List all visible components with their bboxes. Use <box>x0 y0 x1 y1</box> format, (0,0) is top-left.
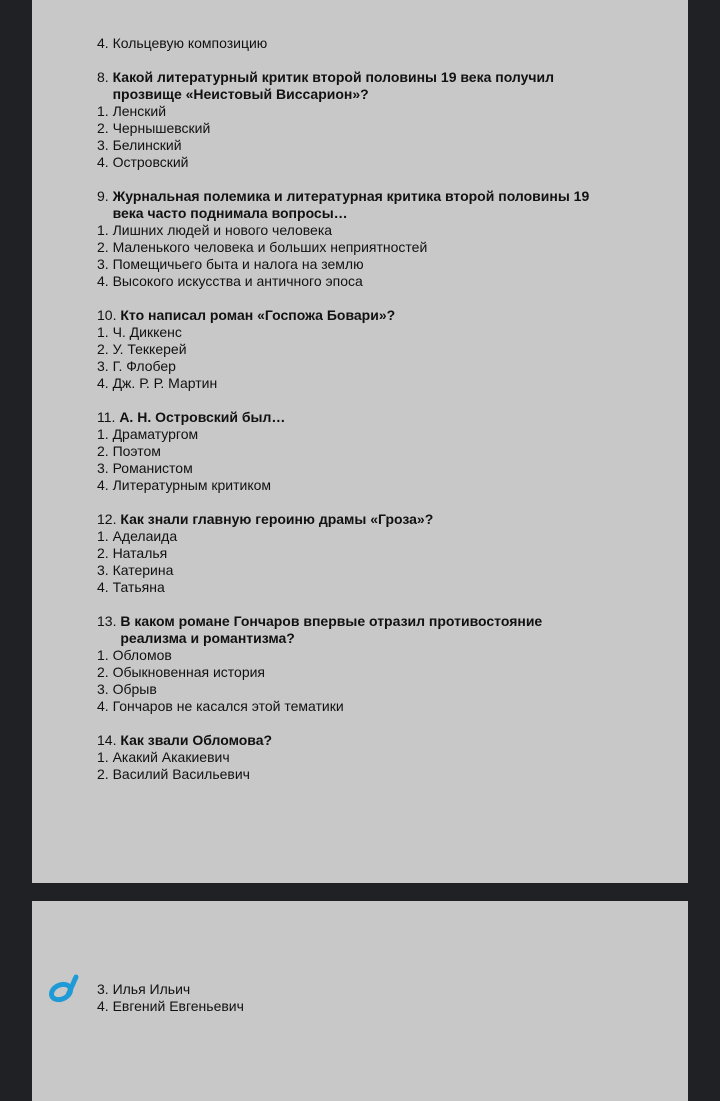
question-10 <box>97 307 610 392</box>
document-page-1 <box>32 0 688 883</box>
question-text: В каком романе Гончаров впервые отразил противостояние реализма и романтизма? <box>120 613 543 646</box>
question-14 <box>97 732 610 783</box>
question-title <box>97 69 610 103</box>
option: 4. Высокого искусства и античного эпоса <box>97 273 363 289</box>
option: 2. Обыкновенная история <box>97 664 266 680</box>
question-title <box>97 188 610 222</box>
option: 2. Маленького человека и больших неприятностей <box>97 239 428 255</box>
question-title <box>97 613 610 647</box>
question-text: Кто написал роман «Госпожа Бовари»? <box>120 307 396 323</box>
option: 4. Гончаров не касался этой тематики <box>97 698 344 714</box>
question-text: Журнальная полемика и литературная критика второй половины 19 века часто поднимала вопросы… <box>112 188 590 221</box>
document-page-2 <box>32 901 688 1101</box>
question-number: 12. <box>97 511 121 527</box>
question-12 <box>97 511 610 596</box>
question-title <box>97 511 610 528</box>
option: 2. Наталья <box>97 545 168 561</box>
option: 3. Обрыв <box>97 681 157 697</box>
question-text: А. Н. Островский был… <box>119 409 286 425</box>
question-11 <box>97 409 610 494</box>
question-text: Как звали Обломова? <box>120 732 273 748</box>
option: 1. Акакий Акакиевич <box>97 749 230 765</box>
question-13 <box>97 613 610 715</box>
option: 3. Белинский <box>97 137 182 153</box>
option: 4. Литературным критиком <box>97 477 272 493</box>
page-content <box>97 981 244 1015</box>
option: 4. Островский <box>97 154 189 170</box>
option: 1. Обломов <box>97 647 172 663</box>
option: 4. Татьяна <box>97 579 165 595</box>
question-number: 10. <box>97 307 121 323</box>
option: 1. Аделаида <box>97 528 178 544</box>
option: 1. Ленский <box>97 103 167 119</box>
option: 3. Катерина <box>97 562 174 578</box>
page-content <box>97 35 610 783</box>
question-9 <box>97 188 610 290</box>
question-title <box>97 307 610 324</box>
option: 3. Илья Ильич <box>97 981 191 997</box>
option: 2. Василий Васильевич <box>97 766 250 782</box>
question-number: 11. <box>97 409 120 425</box>
question-title <box>97 732 610 749</box>
option: 1. Драматургом <box>97 426 199 442</box>
question-8 <box>97 69 610 171</box>
question-text: Какой литературный критик второй половины 19 века получил прозвище «Неистовый Виссарион»? <box>112 69 555 102</box>
question-number: 14. <box>97 732 121 748</box>
app-logo-icon <box>48 973 82 1003</box>
option: 3. Г. Флобер <box>97 358 176 374</box>
option: 4. Кольцевую композицию <box>97 35 268 51</box>
question-title <box>97 409 610 426</box>
question-number: 13. <box>97 613 121 629</box>
option: 4. Дж. Р. Р. Мартин <box>97 375 218 391</box>
option: 2. Поэтом <box>97 443 161 459</box>
option: 2. Чернышевский <box>97 120 211 136</box>
option: 3. Романистом <box>97 460 193 476</box>
option: 3. Помещичьего быта и налога на землю <box>97 256 364 272</box>
question-number: 8. <box>97 69 113 85</box>
option: 1. Лишних людей и нового человека <box>97 222 333 238</box>
question-number: 9. <box>97 188 113 204</box>
question-text: Как знали главную героиню драмы «Гроза»? <box>120 511 434 527</box>
option: 2. У. Теккерей <box>97 341 187 357</box>
option: 1. Ч. Диккенс <box>97 324 182 340</box>
option: 4. Евгений Евгеньевич <box>97 998 244 1014</box>
